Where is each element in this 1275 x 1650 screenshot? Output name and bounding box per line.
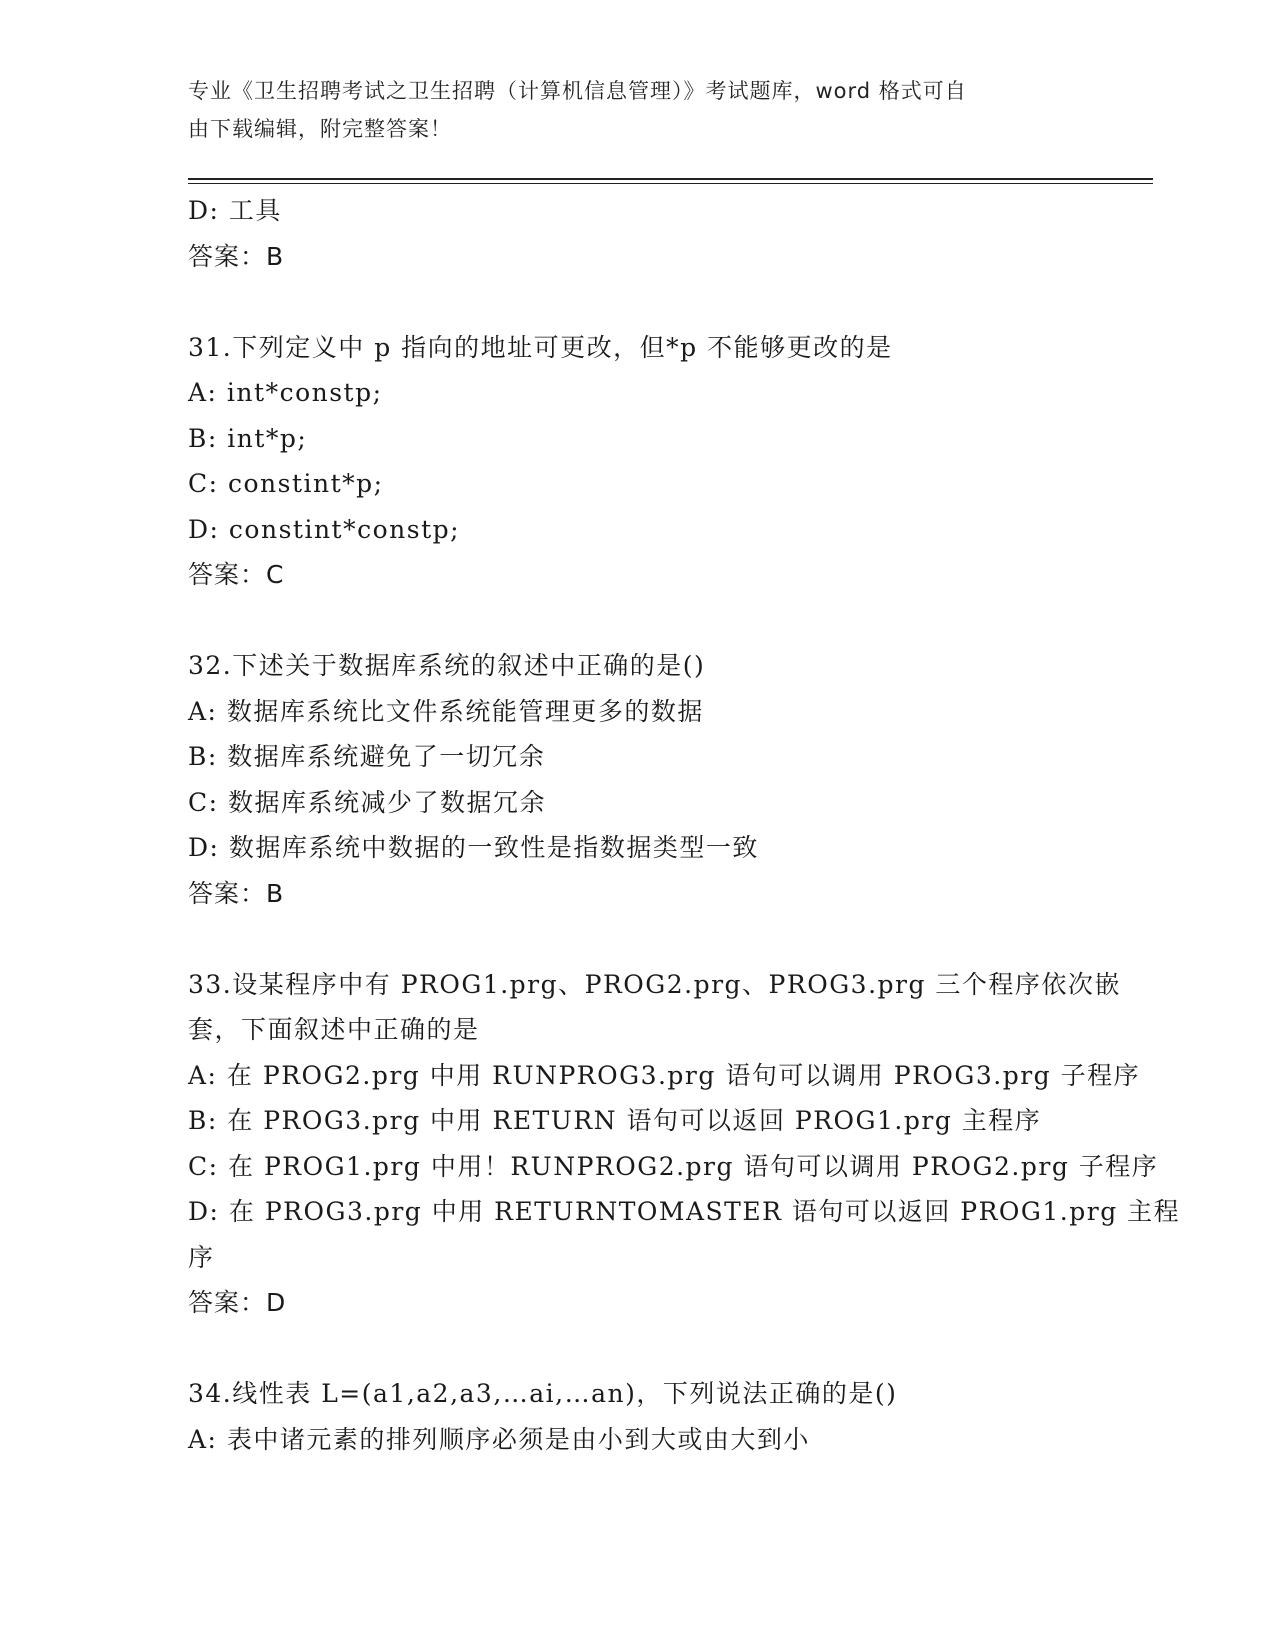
spacer <box>188 279 1088 325</box>
question-32 <box>188 643 1088 916</box>
document-body <box>188 188 1181 1462</box>
spacer <box>188 1326 1088 1372</box>
option-c: C: 数据库系统减少了数据冗余 <box>188 787 546 817</box>
question-stem-line-2: 套，下面叙述中正确的是 <box>188 1015 480 1044</box>
header-line-2: 由下载编辑，附完整答案！ <box>188 117 452 141</box>
option-a: A: int*constp; <box>188 378 383 407</box>
answer: 答案：D <box>188 1288 287 1317</box>
header-divider-thick <box>188 178 1153 180</box>
option-c: C: constint*p; <box>188 469 384 498</box>
answer: 答案：B <box>188 878 285 908</box>
question-stem: 32.下述关于数据库系统的叙述中正确的是() <box>188 651 706 680</box>
option-c: C: 在 PROG1.prg 中用！RUNPROG2.prg 语句可以调用 PROG2.prg 子程序 <box>188 1151 1159 1181</box>
header-divider-thin <box>188 183 1153 184</box>
option-a: A: 在 PROG2.prg 中用 RUNPROG3.prg 语句可以调用 PROG3.prg 子程序 <box>188 1060 1141 1090</box>
spacer <box>188 598 1088 644</box>
question-stem-line-1: 33.设某程序中有 PROG1.prg、PROG2.prg、PROG3.prg 三个程序依次嵌 <box>188 969 1121 999</box>
option-b: B: 在 PROG3.prg 中用 RETURN 语句可以返回 PROG1.prg 主程序 <box>188 1106 1042 1135</box>
spacer <box>188 916 1088 962</box>
option-a: A: 表中诸元素的排列顺序必须是由小到大或由大到小 <box>188 1424 810 1454</box>
option-a: A: 数据库系统比文件系统能管理更多的数据 <box>188 696 704 726</box>
question-31 <box>188 325 1088 598</box>
answer: 答案：C <box>188 560 285 589</box>
question-33 <box>188 962 1181 1326</box>
question-stem: 31.下列定义中 p 指向的地址可更改，但*p 不能够更改的是 <box>188 332 893 362</box>
option-b: B: int*p; <box>188 423 308 453</box>
option-d: D: 数据库系统中数据的一致性是指数据类型一致 <box>188 833 759 862</box>
question-34 <box>188 1371 1088 1462</box>
page-header <box>188 72 1088 148</box>
option-d-line-2: 序 <box>188 1242 215 1272</box>
prev-option-d: D: 工具 <box>188 196 282 225</box>
option-d-line-1: D: 在 PROG3.prg 中用 RETURNTOMASTER 语句可以返回 PROG1.prg 主程 <box>188 1197 1181 1226</box>
header-line-1: 专业《卫生招聘考试之卫生招聘（计算机信息管理）》考试题库，word 格式可自 <box>188 79 967 103</box>
option-d: D: constint*constp; <box>188 514 461 544</box>
option-b: B: 数据库系统避免了一切冗余 <box>188 742 546 771</box>
question-stem: 34.线性表 L=(a1,a2,a3,…ai,…an)，下列说法正确的是() <box>188 1379 898 1408</box>
prev-answer: 答案：B <box>188 241 285 271</box>
